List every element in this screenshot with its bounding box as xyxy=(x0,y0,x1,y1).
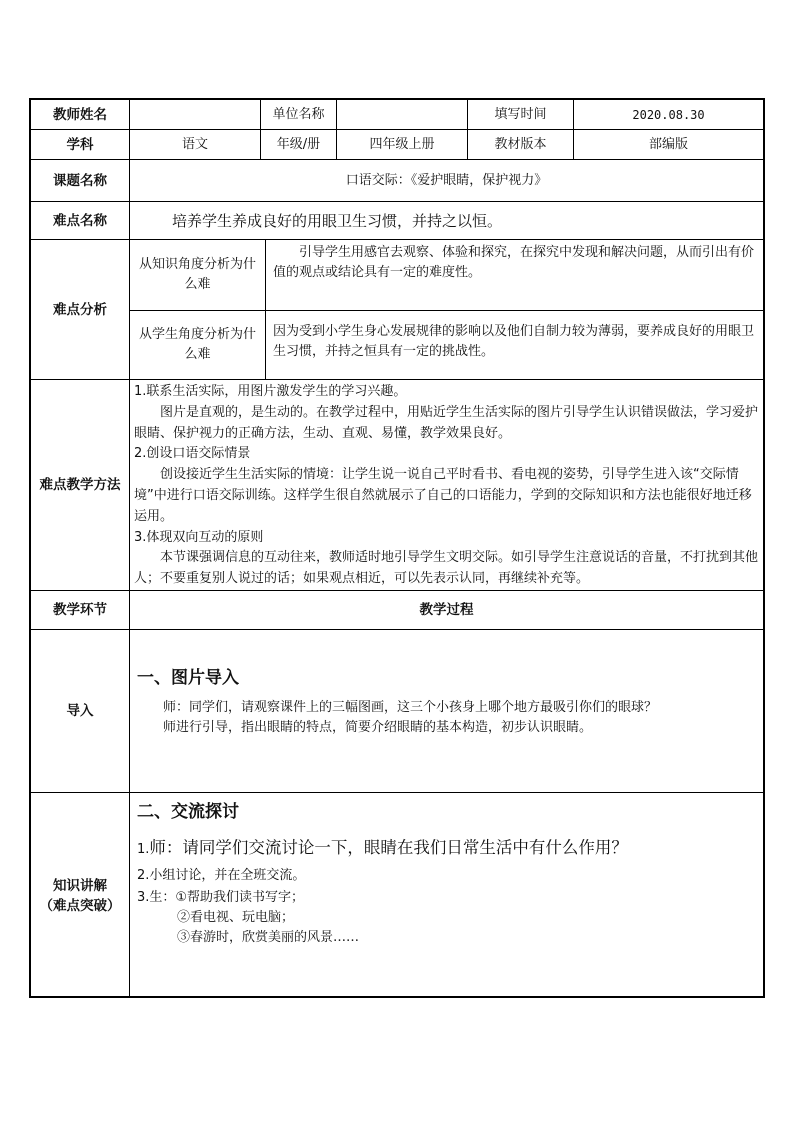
knowledge-answer-2: ②看电视、玩电脑； xyxy=(177,910,295,925)
intro-line-1: 师：同学们，请观察课件上的三幅图画，这三个小孩身上哪个地方最吸引你们的眼球？ xyxy=(163,700,658,715)
unit-name-value[interactable] xyxy=(337,100,467,129)
knowledge-stage-title: 知识讲解 xyxy=(53,877,107,894)
intro-content xyxy=(137,666,759,786)
method-3-body: 本节课强调信息的互动往来，教师适时地引导学生文明交际。如引导学生注意说话的音量，不打扰到其他人；不要重复别人说过的话；如果观点相近，可以先表示认同，再继续补充等。 xyxy=(134,550,759,587)
teacher-name-label: 教师姓名 xyxy=(53,106,107,123)
knowledge-content xyxy=(137,800,759,990)
student-angle-text: 因为受到小学生身心发展规律的影响以及他们自制力较为薄弱，要养成良好的用眼卫生习惯，并持之恒具有一定的挑战性。 xyxy=(273,324,755,359)
teaching-process-header: 教学过程 xyxy=(419,602,474,618)
lesson-plan-table xyxy=(29,98,765,998)
method-1-body: 图片是直观的，是生动的。在教学过程中，用贴近学生生活实际的图片引导学生认识错误做法，学习爱护眼睛、保护视力的正确方法，生动、直观、易懂，教学效果良好。 xyxy=(134,404,759,441)
student-angle-label: 从学生角度分析为什么难 xyxy=(138,327,256,362)
teaching-stage-header: 教学环节 xyxy=(53,602,107,618)
analysis-label: 难点分析 xyxy=(53,301,107,318)
intro-line-2: 师进行引导，指出眼睛的特点，简要介绍眼睛的基本构造，初步认识眼睛。 xyxy=(163,720,593,735)
knowledge-step-2: 2.小组讨论，并在全班交流。 xyxy=(137,868,306,883)
subject-label: 学科 xyxy=(66,136,94,153)
knowledge-step-3: 3.生：①帮助我们读书写字； xyxy=(137,890,305,905)
method-2-body: 创设接近学生生活实际的情境：让学生说一说自己平时看书、看电视的姿势，引导学生进入该“交际情境”中进行口语交际训练。这样学生很自然就展示了自己的口语能力，学到的交际知识和方法也能很好地迁移运用。 xyxy=(134,467,752,524)
knowledge-question-1: 1.师：请同学们交流讨论一下，眼睛在我们日常生活中有什么作用？ xyxy=(137,838,628,857)
grade-value: 四年级上册 xyxy=(369,136,435,152)
intro-heading: 一、图片导入 xyxy=(137,668,239,688)
unit-name-label: 单位名称 xyxy=(272,106,325,122)
method-3-title: 3.体现双向互动的原则 xyxy=(134,529,264,545)
teacher-name-value[interactable] xyxy=(130,100,260,129)
method-2-title: 2.创设口语交际情景 xyxy=(134,446,251,462)
fill-date-value: 2020.08.30 xyxy=(632,107,705,122)
knowledge-answer-3: ③春游时，欣赏美丽的风景…… xyxy=(177,930,360,945)
knowledge-angle-text: 引导学生用感官去观察、体验和探究，在探究中发现和解决问题，从而引出有价值的观点或结论具有一定的难度性。 xyxy=(273,245,755,280)
topic-value: 口语交际：《爱护眼睛，保护视力》 xyxy=(345,172,548,188)
knowledge-stage-subtitle: （难点突破） xyxy=(39,897,121,914)
grade-label: 年级/册 xyxy=(276,136,321,152)
edition-value: 部编版 xyxy=(648,136,688,152)
teaching-methods-text xyxy=(132,382,762,589)
knowledge-angle-label: 从知识角度分析为什么难 xyxy=(138,257,256,292)
difficulty-value: 培养学生养成良好的用眼卫生习惯，并持之以恒。 xyxy=(172,211,503,230)
method-1-title: 1.联系生活实际，用图片激发学生的学习兴趣。 xyxy=(134,384,407,399)
subject-value: 语文 xyxy=(181,136,208,152)
topic-label: 课题名称 xyxy=(53,172,107,189)
fill-date-label: 填写时间 xyxy=(494,106,547,122)
intro-stage-label: 导入 xyxy=(66,703,94,719)
edition-label: 教材版本 xyxy=(494,136,547,152)
difficulty-label: 难点名称 xyxy=(53,212,107,229)
teaching-methods-label: 难点教学方法 xyxy=(39,477,121,493)
knowledge-stage-label xyxy=(31,793,129,998)
knowledge-heading: 二、交流探讨 xyxy=(137,802,239,822)
